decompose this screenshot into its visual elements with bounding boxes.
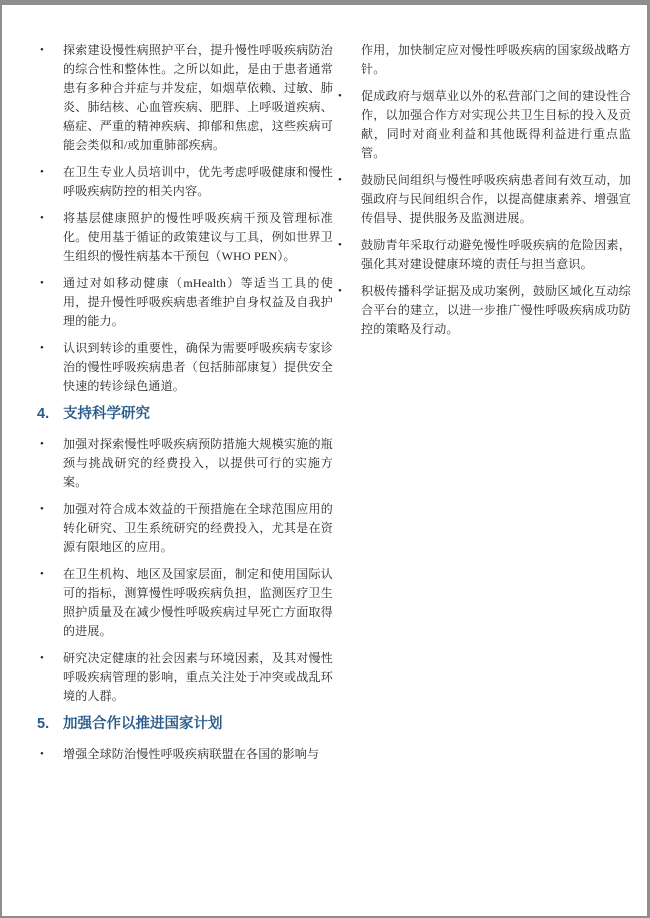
section-heading [36,714,333,734]
bullet-item [36,649,333,706]
paragraph-text: 鼓励青年采取行动避免慢性呼吸疾病的危险因素，强化其对建设健康环境的责任与担当意识。 [361,238,631,271]
paragraph-text: 作用，加快制定应对慢性呼吸疾病的国家级战略方针。 [361,43,631,76]
paragraph-text: 通过对如移动健康（mHealth）等适当工具的使用，提升慢性呼吸疾病患者维护自身权益及自我护理的能力。 [63,276,333,328]
bullet-item [334,87,631,163]
paragraph-text: 在卫生机构、地区及国家层面，制定和使用国际认可的指标，测算慢性呼吸疾病负担，监测医疗卫生照护质量及在减少慢性呼吸疾病过早死亡方面取得的进展。 [63,567,333,638]
section-number: 5. [37,716,50,732]
paragraph-text: 探索建设慢性病照护平台，提升慢性呼吸疾病防治的综合性和整体性。之所以如此，是由于患者通常患有多种合并症与并发症，如烟草依赖、过敏、肺炎、肺结核、心血管疾病、肥胖、上呼吸道疾病、癌症、严重的精神疾病、抑郁和焦虑，这些疾病可能会类似和/或加重肺部疾病。 [63,43,333,152]
bullet-marker-icon: • [40,438,45,450]
paragraph-text: 促成政府与烟草业以外的私营部门之间的建设性合作，以加强合作方对实现公共卫生目标的投入及贡献，同时对商业利益和其他既得利益进行重点监管。 [361,89,631,160]
bullet-marker-icon: • [338,239,343,251]
continued-paragraph [334,41,631,79]
bullet-item [36,435,333,492]
section-heading [36,404,333,424]
paragraph-text: 鼓励民间组织与慢性呼吸疾病患者间有效互动，加强政府与民间组织合作，以提高健康素养、增强宣传倡导、提供服务及监测进展。 [361,173,631,225]
bullet-marker-icon: • [40,652,45,664]
section-number: 4. [37,406,50,422]
bullet-marker-icon: • [40,166,45,178]
bullet-marker-icon: • [40,342,45,354]
paragraph-text: 加强对探索慢性呼吸疾病预防措施大规模实施的瓶颈与挑战研究的经费投入，以提供可行的实施方案。 [63,437,333,489]
bullet-marker-icon: • [338,174,343,186]
paragraph-text: 认识到转诊的重要性，确保为需要呼吸疾病专家诊治的慢性呼吸疾病患者（包括肺部康复）提供安全快速的转诊绿色通道。 [63,341,333,393]
bullet-marker-icon: • [40,748,45,760]
bullet-item [36,41,333,155]
paragraph-text: 加强对符合成本效益的干预措施在全球范围应用的转化研究、卫生系统研究的经费投入，尤其是在资源有限地区的应用。 [63,502,333,554]
bullet-marker-icon: • [40,503,45,515]
paragraph-text: 增强全球防治慢性呼吸疾病联盟在各国的影响与 [63,747,320,761]
paragraph-text: 研究决定健康的社会因素与环境因素，及其对慢性呼吸疾病管理的影响，重点关注处于冲突或战乱环境的人群。 [63,651,333,703]
bullet-marker-icon: • [40,568,45,580]
bullet-item [36,209,333,266]
bullet-item [36,339,333,396]
column-right [334,41,631,347]
bullet-item [36,745,333,764]
paragraph-text: 在卫生专业人员培训中，优先考虑呼吸健康和慢性呼吸疾病防控的相关内容。 [63,165,333,198]
bullet-marker-icon: • [338,90,343,102]
section-title: 加强合作以推进国家计划 [63,716,223,732]
bullet-marker-icon: • [338,285,343,297]
bullet-item [36,500,333,557]
bullet-item [36,163,333,201]
bullet-item [334,282,631,339]
bullet-marker-icon: • [40,212,45,224]
bullet-item [334,171,631,228]
bullet-item [334,236,631,274]
bullet-item [36,274,333,331]
paragraph-text: 将基层健康照护的慢性呼吸疾病干预及管理标准化。使用基于循证的政策建议与工具，例如世界卫生组织的慢性病基本干预包（WHO PEN）。 [63,211,333,263]
column-left [36,41,333,772]
bullet-item [36,565,333,641]
bullet-marker-icon: • [40,44,45,56]
bullet-marker-icon: • [40,277,45,289]
paragraph-text: 积极传播科学证据及成功案例，鼓励区域化互动综合平台的建立，以进一步推广慢性呼吸疾病成功防控的策略及行动。 [361,284,631,336]
section-title: 支持科学研究 [63,406,150,422]
